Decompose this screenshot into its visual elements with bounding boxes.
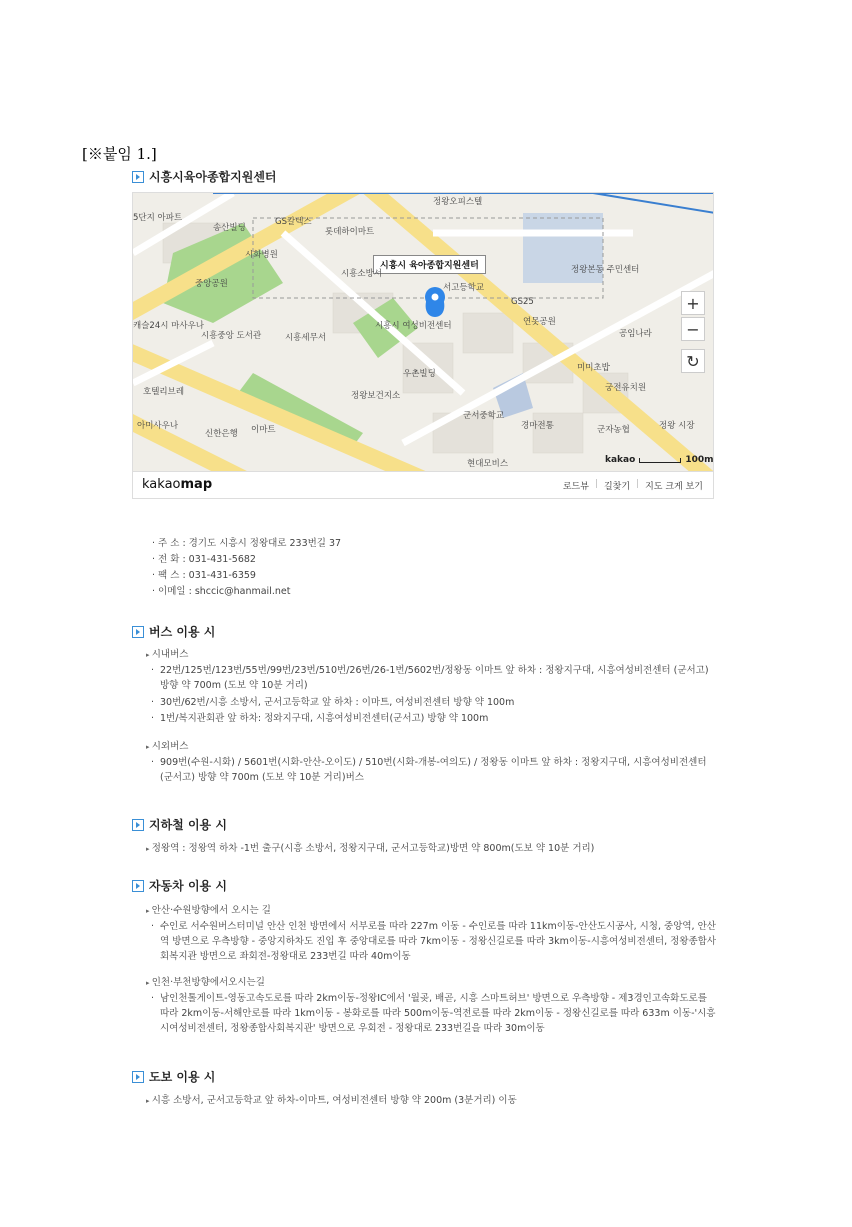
- map-place-label: 아미사우나: [137, 421, 179, 431]
- section-marker-icon: [132, 819, 144, 831]
- map-place-label: 송산빌딩: [213, 223, 246, 233]
- section-marker-icon: [132, 626, 144, 638]
- map-footer-bar: [132, 472, 714, 499]
- map-place-label: 군서중학교: [463, 411, 505, 421]
- directions-link[interactable]: 길찾기: [603, 482, 631, 492]
- list-item: · 30번/62번/시흥 소방서, 군서고등학교 앞 하차 : 이마트, 여성비전센터 방향 약 100m: [151, 697, 515, 708]
- map-place-label: 경마전통: [521, 421, 554, 431]
- section-marker-icon: [132, 171, 144, 183]
- email-line: · 이메일 : shccic@hanmail.net: [152, 584, 341, 600]
- map-place-label: 이마트: [251, 425, 276, 435]
- section-title-text: 버스 이용 시: [149, 625, 216, 639]
- section-title-walk: [132, 1068, 215, 1085]
- map-place-label: 호텔리브레: [143, 387, 185, 397]
- map-place-label: 시흥중앙 도서관: [201, 331, 262, 341]
- section-title-subway: [132, 816, 227, 833]
- route2-label: ▸ 인천·부천방향에서오시는길: [146, 974, 265, 988]
- list-item: · 22번/125번/123번/55번/99번/23번/510번/26번/26-1번/5602번/정왕동 이마트 앞 하차 : 정왕지구대, 시흥여성비전센터 (군서고) 방향 약 700m (도보 약 10분 거리): [151, 665, 709, 691]
- map-place-label: GS25: [511, 297, 534, 307]
- map-place-label: 공임나라: [619, 329, 652, 339]
- map-place-label: 미미초밥: [577, 363, 610, 373]
- map-place-label: 중앙공원: [195, 279, 228, 289]
- map-place-label: 군자농협: [597, 425, 630, 435]
- attachment-label: [※붙임 1.]: [82, 145, 157, 163]
- map-place-label: 서고등학교: [443, 283, 485, 293]
- section-marker-icon: [132, 880, 144, 892]
- refresh-icon[interactable]: ↻: [681, 349, 705, 373]
- scale-bar: [639, 458, 681, 463]
- subway-item: ▸ 정왕역 : 정왕역 하차 -1번 출구(시흥 소방서, 정왕지구대, 군서고등학교)방면 약 800m(도보 약 10분 거리): [146, 840, 594, 854]
- logo-part-kakao: kakao: [142, 477, 181, 492]
- map-place-label: 시흥소방서: [341, 269, 383, 279]
- large-map-link[interactable]: 지도 크게 보기: [645, 482, 703, 492]
- map-place-label: 정왕 시장: [659, 421, 695, 431]
- list-item: · 1번/복지관회관 앞 하차: 정와지구대, 시흥여성비전센터(군서고) 방향 약 100m: [151, 713, 489, 724]
- location-marker-icon: [425, 287, 445, 317]
- scale-label: 100m: [685, 455, 714, 465]
- map-place-label: 궁전유치원: [605, 383, 647, 393]
- map-place-label: 정왕오피스텔: [433, 197, 483, 207]
- map-place-label: GS칼텍스: [275, 217, 312, 227]
- map-links: [563, 479, 703, 492]
- city-bus-label: ▸ 시내버스: [146, 646, 188, 660]
- list-item: · 남인천톨게이트-영동고속도로를 따라 2km이동-정왕IC에서 '월곶, 배곧, 시흥 스마트허브' 방면으로 우측방향 - 제3경인고속화도로를 따라 2km이동-서해안로를 따라 1km이동 - 봉화로를 따라 500m이동-역전로를 따라 2km이동 - 정왕신길로를 따라 633m 이동-'시흥시여성비전센터, 정왕종합사회복지관' 방면으로 우회전 - 정왕대로 233번길을 따라 30m이동: [151, 993, 716, 1034]
- kakaomap-logo[interactable]: [142, 477, 212, 492]
- logo-part-map: map: [180, 477, 213, 492]
- map-place-label: 정왕본동 주민센터: [571, 265, 640, 275]
- section-title-text: 시흥시육아종합지원센터: [149, 170, 277, 184]
- map-view[interactable]: [132, 192, 714, 472]
- map-place-label: 신한은행: [205, 429, 238, 439]
- list-item: · 909번(수원-시화) / 5601번(시화-안산-오이도) / 510번(시화-개봉-여의도) / 정왕동 이마트 앞 하차 : 정왕지구대, 시흥여성비전센터(군서고) 방향 약 700m (도보 약 10분 거리)버스: [151, 757, 707, 783]
- map-place-label: 연못공원: [523, 317, 556, 327]
- map-place-label: 시화병원: [245, 250, 278, 260]
- map-place-label: 시흥세무서: [285, 333, 327, 343]
- section-title-text: 자동차 이용 시: [149, 879, 227, 893]
- map-place-label: 5단지 아파트: [133, 213, 183, 223]
- map-place-label: 캐슬24시 마사우나: [133, 321, 204, 331]
- phone-line: · 전 화 : 031-431-5682: [152, 552, 341, 568]
- marker-callout: 시흥시 육아종합지원센터: [373, 255, 486, 274]
- route1-label: ▸ 안산·수원방향에서 오시는 길: [146, 902, 271, 916]
- map-place-label: 현대모비스: [467, 459, 509, 469]
- fax-line: · 팩 스 : 031-431-6359: [152, 568, 341, 584]
- map-place-label: 시흥시 여성비전센터: [375, 321, 452, 331]
- section-marker-icon: [132, 1071, 144, 1083]
- section-title-text: 도보 이용 시: [149, 1070, 216, 1084]
- intercity-bus-label: ▸ 시외버스: [146, 738, 188, 752]
- map-place-label: 롯데하이마트: [325, 227, 375, 237]
- section-title-car: [132, 877, 227, 894]
- roadview-link[interactable]: 로드뷰: [562, 482, 589, 492]
- map-scale: [605, 455, 713, 465]
- contact-info: [152, 536, 341, 600]
- kakao-small-logo: kakao: [605, 455, 636, 465]
- zoom-in-button[interactable]: +: [681, 291, 705, 315]
- list-item: · 수인로 서수원버스터미널 안산 인천 방면에서 서부로를 따라 227m 이동 - 수인로를 따라 11km이동-안산도시공사, 시청, 중앙역, 안산역 방면으로 우측방향 - 중앙지하차도 진입 후 중앙대로를 따라 7km이동 - 정왕신길로를 따라 3km이동-시흥여성비전센터, 정왕종합사회복지관 방면으로 좌회전-정왕대로 233번길 따라 40m이동: [151, 921, 717, 962]
- section-title-center: [132, 168, 277, 185]
- zoom-out-button[interactable]: −: [681, 317, 705, 341]
- map-place-label: 우촌빌딩: [403, 369, 436, 379]
- map-place-label: 정왕보건지소: [351, 391, 401, 401]
- divider: |: [636, 479, 640, 489]
- section-title-bus: [132, 623, 215, 640]
- walk-item: ▸ 시흥 소방서, 군서고등학교 앞 하차-이마트, 여성비전센터 방향 약 200m (3분거리) 이동: [146, 1092, 517, 1106]
- section-title-text: 지하철 이용 시: [149, 818, 227, 832]
- address-line: · 주 소 : 경기도 시흥시 정왕대로 233번길 37: [152, 536, 341, 552]
- divider: |: [594, 479, 598, 489]
